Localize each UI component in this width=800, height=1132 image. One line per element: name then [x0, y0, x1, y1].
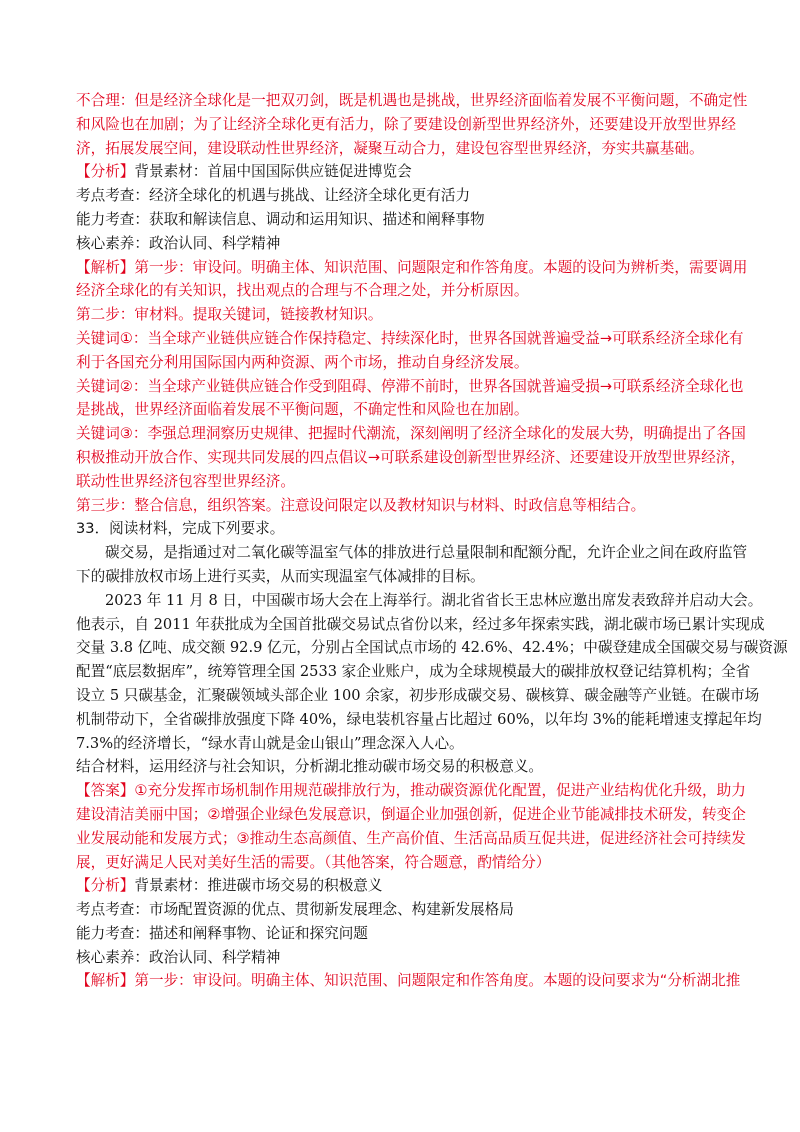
line-text: 利于各国充分利用国际国内两种资源、两个市场，推动自身经济发展。: [76, 353, 529, 371]
line-text: 下的碳排放权市场上进行买卖，从而实现温室气体减排的目标。: [76, 567, 485, 585]
text-line: [76, 827, 746, 851]
text-line: [76, 969, 741, 993]
text-line: [76, 113, 736, 137]
text-line: [76, 279, 736, 303]
line-text: 业发展动能和发展方式；③推动生态高颜值、生产高价值、生活高品质互促共进，促进经济社会可持续发: [76, 829, 746, 847]
text-line: [76, 517, 736, 541]
text-line: [76, 232, 736, 256]
text-line: [76, 470, 736, 494]
line-text: 设立 5 只碳基金，汇聚碳领域头部企业 100 余家，初步形成碳交易、碳核算、碳金融等产业链。在碳市场: [76, 686, 760, 704]
line-text: 核心素养：政治认同、科学精神: [76, 948, 281, 966]
line-text: 2023 年 11 月 8 日，中国碳市场大会在上海举行。湖北省省长王忠林应邀出席发表致辞并启动大会。: [105, 591, 763, 609]
text-line: [76, 184, 736, 208]
line-text: 33．阅读材料，完成下列要求。: [76, 520, 285, 538]
line-text: 建设清洁美丽中国；②增强企业绿色发展意识，倒逼企业加强创新，促进企业节能减排技术研发，转变企: [76, 805, 746, 823]
line-text: 济，拓展发展空间，建设联动性世界经济，凝聚互动合力，建设包容型世界经济，夯实共赢基础。: [76, 139, 704, 157]
line-text: 结合材料，运用经济与社会知识，分析湖北推动碳市场交易的积极意义。: [76, 758, 544, 776]
line-text: 第二步：审材料。提取关键词，链接教材知识。: [76, 306, 383, 324]
document-page: [76, 89, 788, 993]
line-text: 考点考查：市场配置资源的优点、贯彻新发展理念、构建新发展格局: [76, 901, 514, 919]
line-text: 机制带动下，全省碳排放强度下降 40%，绿电装机容量占比超过 60%，以年均 3%的能耗增速支撑起年均: [76, 710, 762, 728]
text-line: [76, 565, 736, 589]
line-text: 关键词③：李强总理洞察历史规律、把握时代潮流，深刻阐明了经济全球化的发展大势，明确提出了各国: [76, 425, 746, 443]
line-text: 不合理：但是经济全球化是一把双刃剑，既是机遇也是挑战，世界经济面临着发展不平衡问题，不确定性: [76, 92, 748, 109]
section-tag: 【解析】: [76, 258, 135, 276]
text-line: [76, 137, 736, 161]
text-line: [76, 851, 736, 875]
text-line: [76, 946, 736, 970]
text-line: [76, 589, 763, 613]
line-text: 能力考查：描述和阐释事物、论证和探究问题: [76, 924, 368, 942]
text-line: [76, 89, 748, 113]
text-line: [76, 732, 736, 756]
line-text: 能力考查：获取和解读信息、调动和运用知识、描述和阐释事物: [76, 210, 485, 228]
line-text: 第一步：审设问。明确主体、知识范围、问题限定和作答角度。本题的设问为辨析类，需要调用: [134, 258, 748, 276]
text-line: [76, 803, 746, 827]
line-text: 第一步：审设问。明确主体、知识范围、问题限定和作答角度。本题的设问要求为“分析湖北推: [134, 972, 741, 990]
line-text: 考点考查：经济全球化的机遇与挑战、让经济全球化更有活力: [76, 187, 471, 205]
section-tag: 【分析】: [76, 877, 135, 895]
text-line: [76, 422, 746, 446]
text-line: [76, 375, 744, 399]
line-text: 第三步：整合信息，组织答案。注意设问限定以及教材知识与材料、时政信息等相结合。: [76, 496, 646, 514]
text-line: [76, 636, 788, 660]
text-line: [76, 351, 736, 375]
line-text: 碳交易，是指通过对二氧化碳等温室气体的排放进行总量限制和配额分配，允许企业之间在政府监管: [105, 544, 748, 562]
line-text: 是挑战，世界经济面临着发展不平衡问题，不确定性和风险也在加剧。: [76, 401, 529, 419]
text-line: [76, 256, 748, 280]
line-text: 背景素材：首届中国国际供应链促进博览会: [134, 163, 412, 181]
text-line: [76, 684, 760, 708]
line-text: 积极推动开放合作、实现共同发展的四点倡议→可联系建设创新型世界经济、还要建设开放型世界经济，: [76, 448, 745, 466]
line-text: 关键词①：当全球产业链供应链合作保持稳定、持续深化时，世界各国就普遍受益→可联系经济全球化有: [76, 329, 744, 347]
section-tag: 【答案】: [76, 782, 135, 800]
line-text: ①充分发挥市场机制作用规范碳排放行为，推动碳资源优化配置，促进产业结构优化升级，助力: [134, 782, 746, 800]
section-tag: 【分析】: [76, 163, 135, 181]
text-line: [76, 755, 736, 779]
line-text: 联动性世界经济包容型世界经济。: [76, 472, 295, 490]
text-line: [76, 660, 751, 684]
line-text: 关键词②：当全球产业链供应链合作受到阻碍、停滞不前时，世界各国就普遍受损→可联系经济全球化也: [76, 377, 744, 395]
text-line: [76, 541, 748, 565]
text-line: [76, 613, 765, 637]
text-line: [76, 874, 736, 898]
line-text: 背景素材：推进碳市场交易的积极意义: [134, 877, 383, 895]
line-text: 经济全球化的有关知识，找出观点的合理与不合理之处，并分析原因。: [76, 282, 529, 300]
line-text: 交量 3.8 亿吨、成交额 92.9 亿元，分别占全国试点市场的 42.6%、42.4%；中碳登建成全国碳交易与碳资源: [76, 639, 788, 657]
text-line: [76, 922, 736, 946]
text-line: [76, 327, 744, 351]
line-text: 和风险也在加剧；为了让经济全球化更有活力，除了要建设创新型世界经济外，还要建设开放型世界经: [76, 115, 736, 133]
line-text: 7.3%的经济增长，“绿水青山就是金山银山”理念深入人心。: [76, 734, 464, 752]
section-tag: 【解析】: [76, 972, 135, 990]
text-line: [76, 779, 746, 803]
text-line: [76, 446, 745, 470]
text-line: [76, 898, 736, 922]
text-line: [76, 398, 736, 422]
text-line: [76, 708, 762, 732]
text-line: [76, 494, 736, 518]
line-text: 展，更好满足人民对美好生活的需要。（其他答案，符合题意，酌情给分）: [76, 853, 551, 871]
text-line: [76, 208, 736, 232]
text-line: [76, 303, 736, 327]
line-text: 他表示，自 2011 年获批成为全国首批碳交易试点省份以来，经过多年探索实践，湖北碳市场已累计实现成: [76, 615, 765, 633]
text-line: [76, 160, 736, 184]
line-text: 配置“底层数据库”，统筹管理全国 2533 家企业账户，成为全球规模最大的碳排放权登记结算机构；全省: [76, 663, 751, 681]
line-text: 核心素养：政治认同、科学精神: [76, 234, 281, 252]
